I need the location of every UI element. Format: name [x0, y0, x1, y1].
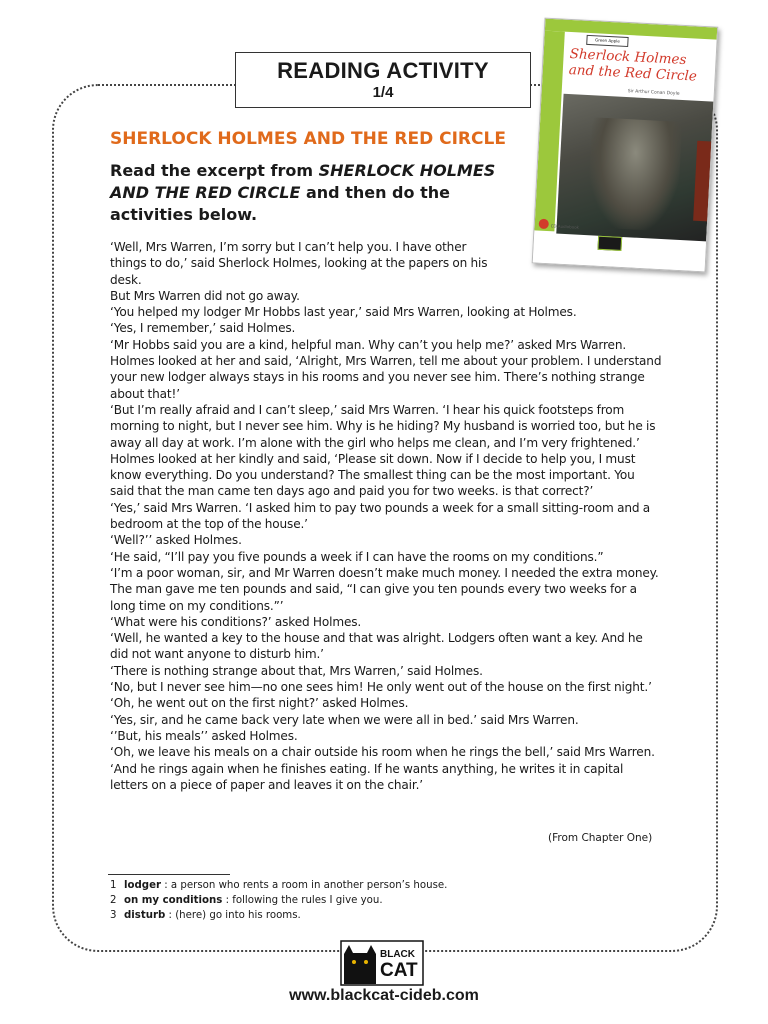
footnote-number: 2	[110, 895, 117, 906]
footnote-term: disturb	[124, 910, 166, 921]
cover-title: Sherlock Holmes and the Red Circle	[568, 45, 698, 85]
instruction-book-title-line1: SHERLOCK HOLMES	[318, 161, 496, 180]
footnote-term: lodger	[124, 880, 162, 891]
excerpt-paragraph: ‘No, but I never see him—no one sees him! He only went out of the house on the first night.’	[110, 680, 652, 695]
black-cat-logo	[340, 940, 424, 986]
excerpt-paragraph: ‘What were his conditions?’ asked Holmes.	[110, 614, 362, 629]
excerpt-text	[110, 239, 662, 793]
excerpt-paragraph: But Mrs Warren did not go away.	[110, 288, 300, 303]
excerpt-paragraph: ‘But I’m really afraid and I can’t sleep,’ said Mrs Warren. ‘I hear his quick footsteps from morning to night, but I never see him. Why is he hiding? My husband is worried too, but he is away all day at work. I’m alone with the girl who helps me clean, and I’m very frightened.’	[110, 402, 656, 450]
excerpt-paragraph: ‘Well, Mrs Warren, I’m sorry but I can’t help you. I have other things to do,’ said Sherlock Holmes, looking at the papers on his desk.	[110, 240, 488, 287]
excerpt-paragraph: ‘I’m a poor woman, sir, and Mr Warren doesn’t make much money. I needed the extra money. The man gave me ten pounds and said, “I can give you ten pounds every two weeks for a long time on my conditions.”’	[110, 565, 659, 613]
instruction-book-title-line2: AND THE RED CIRCLE	[110, 183, 301, 202]
excerpt-paragraph: ‘You helped my lodger Mr Hobbs last year,’ said Mrs Warren, looking at Holmes.	[110, 305, 577, 320]
instruction	[110, 160, 510, 226]
website-link[interactable]: www.blackcat-cideb.com	[289, 987, 479, 1004]
excerpt-paragraph: ‘Oh, he went out on the first night?’ asked Holmes.	[110, 696, 409, 711]
section-heading: SHERLOCK HOLMES AND THE RED CIRCLE	[110, 129, 506, 149]
title-box	[235, 52, 531, 108]
excerpt-paragraph: ‘’But, his meals’’ asked Holmes.	[110, 728, 298, 743]
source-citation: (From Chapter One)	[548, 832, 653, 844]
excerpt-paragraph: ‘There is nothing strange about that, Mrs Warren,’ said Holmes.	[110, 663, 483, 678]
footnote-definition: : a person who rents a room in another person’s house.	[161, 880, 448, 891]
excerpt-paragraph: ‘He said, “I’ll pay you five pounds a week if I can have the rooms on my conditions.”	[110, 549, 604, 564]
cover-author: Sir Arthur Conan Doyle	[627, 89, 680, 97]
logo-text-cat: CAT	[380, 960, 418, 981]
excerpt-paragraph: ‘Yes, I remember,’ said Holmes.	[110, 321, 296, 336]
excerpt-paragraph: Holmes looked at her kindly and said, ‘Please sit down. Now if I decide to help you, I must know everything. Do you understand? The smallest thing can be the most important. You said that the man came ten days ago and paid you for two weeks. is that correct?’	[110, 451, 636, 499]
footnote-item	[110, 908, 447, 923]
page-title: READING ACTIVITY	[277, 58, 489, 83]
cover-audio-label: CD Audiobook	[550, 223, 580, 230]
cover-illustration	[556, 94, 713, 244]
footnote-number: 1	[110, 880, 117, 891]
footnote-divider	[108, 874, 230, 875]
detective-silhouette	[587, 117, 683, 232]
footnote-definition: : following the rules I give you.	[222, 895, 383, 906]
excerpt-paragraph: ‘Mr Hobbs said you are a kind, helpful man. Why can’t you help me?’ asked Mrs Warren.	[110, 337, 627, 352]
cover-top-band	[545, 19, 717, 40]
excerpt-paragraph: Holmes looked at her and said, ‘Alright, Mrs Warren, tell me about your problem. I understand your new lodger always stays in his rooms and you never see him. There’s nothing strange about that!’	[110, 354, 662, 401]
excerpt-paragraph: ‘Oh, we leave his meals on a chair outside his room when he rings the bell,’ said Mrs Warren. ‘And he rings again when he finishes eating. If he wants anything, he writes it in capital letters on a piece of paper and leaves it on the chair.’	[110, 745, 655, 792]
cat-eye-right	[364, 960, 368, 964]
excerpt-paragraph: ‘Well?’’ asked Holmes.	[110, 533, 242, 548]
footnotes	[110, 878, 447, 923]
cover-series-badge: Green Apple	[586, 35, 628, 47]
excerpt-paragraph: ‘Yes,’ said Mrs Warren. ‘I asked him to pay two pounds a week for a small sitting-room and a bedroom at the top of the house.’	[110, 500, 651, 532]
excerpt-paragraph: ‘Well, he wanted a key to the house and that was alright. Lodgers often want a key. And he did not want anyone to disturb him.’	[110, 631, 643, 662]
footnote-term: on my conditions	[124, 895, 223, 906]
logo-text-black: BLACK	[380, 949, 415, 960]
excerpt-paragraph: ‘Yes, sir, and he came back very late when we were all in bed.’ said Mrs Warren.	[110, 712, 579, 727]
footnote-item	[110, 893, 447, 908]
cat-eye-left	[352, 960, 356, 964]
instruction-part2: and then do the activities below.	[110, 183, 450, 224]
footnote-definition: : (here) go into his rooms.	[165, 910, 301, 921]
footnote-item	[110, 878, 447, 893]
cover-red-strip	[693, 141, 711, 222]
footnote-number: 3	[110, 910, 117, 921]
instruction-part1: Read the excerpt from	[110, 161, 319, 180]
book-cover-image	[532, 18, 719, 273]
page-number: 1/4	[372, 84, 394, 101]
